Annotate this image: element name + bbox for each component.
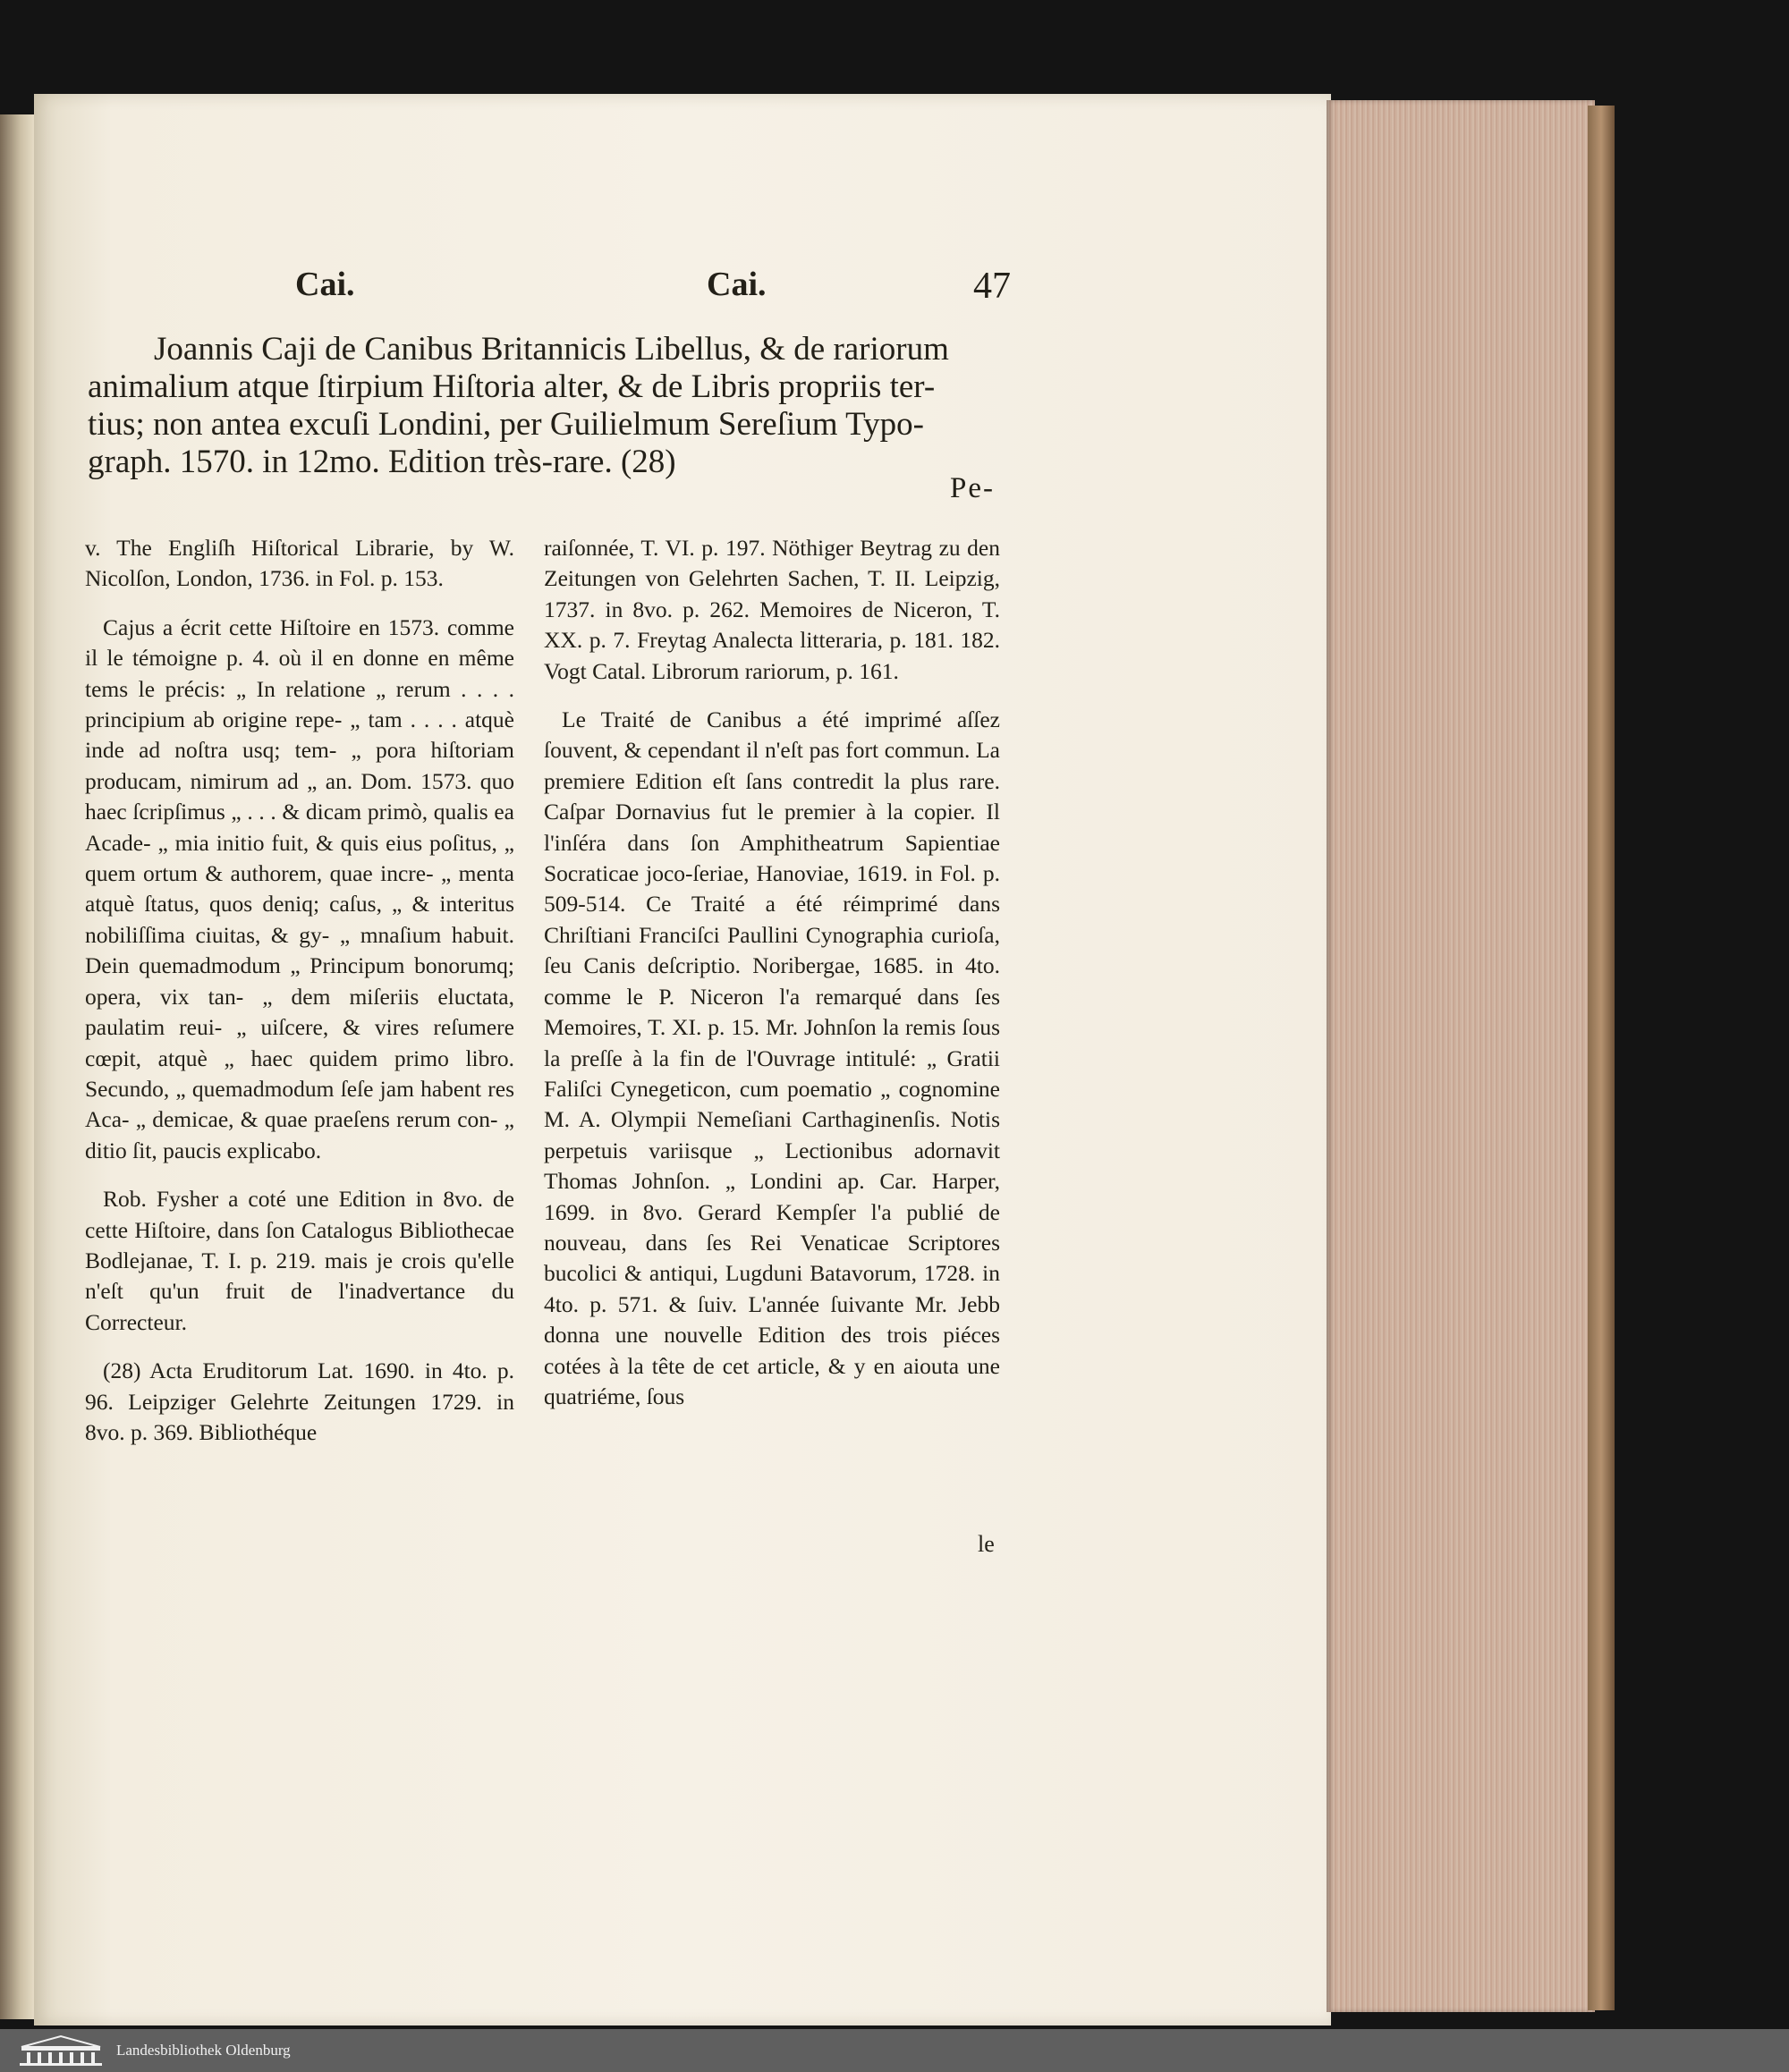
catchword-bottom: le	[978, 1531, 995, 1557]
book-cover-edge	[1588, 106, 1615, 2010]
left-column	[85, 533, 514, 1466]
library-footer-bar	[0, 2029, 1789, 2072]
footnote: (28) Acta Eruditorum Lat. 1690. in 4to. p. 96. Leipziger Gelehrte Zeitungen 1729. in 8vo. p. 369. Bibliothéque	[85, 1357, 514, 1445]
catchword-top: Pe-	[950, 472, 995, 504]
library-name: Landesbibliothek Oldenburg	[116, 2042, 291, 2059]
title-line: tius; non antea excuſi Londini, per Guilielmum Sereſium Typo-	[88, 406, 924, 443]
title-line: animalium atque ſtirpium Hiſtoria alter, & de Libris propriis ter-	[88, 368, 936, 405]
page-number: 47	[973, 266, 1011, 307]
title-line: Joannis Caji de Canibus Britannicis Libellus, & de rariorum	[154, 331, 949, 368]
right-column	[544, 533, 1000, 1430]
running-head-left: Cai.	[295, 266, 355, 303]
paragraph: v. The Engliſh Hiſtorical Librarie, by W. Nicolſon, London, 1736. in Fol. p. 153.	[85, 535, 514, 592]
paragraph: Cajus a écrit cette Hiſtoire en 1573. comme il le témoigne p. 4. où il en donne en même tems le précis: „ In relatione „ rerum . . . . principium ab origine repe- „ tam . . . . atquè inde ad noſtra usq; tem- „ pora hiſtoriam producam, nimirum ad „ an. Dom. 1573. quo haec ſcripſimus „ . . . & dicam primò, qualis ea Acade- „ mia initio fuit, & quis eius poſitus, „ quem ortum & authorem, quae incre- „ menta atquè ſtatus, quos deniq; caſus, „ & interitus nobiliſſima ciuitas, & gy- „ mnaſium habuit. Dein quemadmodum „ Principum bonorumq; opera, vix tan- „ dem miſeriis eluctata, paulatim reui- „ uiſcere, & vires reſumere cœpit, atquè „ haec quidem primo libro. Secundo, „ quemadmodum ſeſe jam habent res Aca- „ demicae, & quae praeſens rerum con- „ ditio ſit, paucis explicabo.	[85, 613, 514, 1163]
left-page-edge	[0, 114, 34, 2019]
running-head-center: Cai.	[707, 266, 767, 303]
title-line: graph. 1570. in 12mo. Edition très-rare. (28)	[88, 444, 676, 480]
entry-title	[88, 331, 1002, 481]
running-head	[89, 265, 1011, 318]
paragraph: raiſonnée, T. VI. p. 197. Nöthiger Beytrag zu den Zeitungen von Gelehrten Sachen, T. II. Leipzig, 1737. in 8vo. p. 262. Memoires de Niceron, T. XX. p. 7. Freytag Analecta litteraria, p. 181. 182. Vogt Catal. Librorum rariorum, p. 161.	[544, 535, 1000, 684]
paragraph: Le Traité de Canibus a été imprimé aſſez ſouvent, & cependant il n'eſt pas fort commun. La premiere Edition eſt ſans contredit la plus rare. Caſpar Dornavius fut le premier à la copier. Il l'inſéra dans ſon Amphitheatrum Sapientiae Socraticae joco-ſeriae, Hanoviae, 1619. in Fol. p. 509-514. Ce Traité a été réimprimé dans Chriſtiani Franciſci Paullini Cynographia curioſa, ſeu Canis deſcriptio. Noribergae, 1685. in 4to. comme le P. Niceron l'a remarqué dans ſes Memoires, T. XI. p. 15. Mr. Johnſon la remis ſous la preſſe à la fin de l'Ouvrage intitulé: „ Gratii Faliſci Cynegeticon, cum poematio „ cognomine M. A. Olympii Nemeſiani Carthaginenſis. Notis perpetuis variisque „ Lectionibus adornavit Thomas Johnſon. „ Londini ap. Car. Harper, 1699. in 8vo. Gerard Kempſer l'a publié de nouveau, dans ſes Rei Venaticae Scriptores bucolici & antiqui, Lugduni Batavorum, 1728. in 4to. p. 571. & ſuiv. L'année ſuivante Mr. Jebb donna une nouvelle Edition des trois piéces cotées à la tête de cet article, & y en aiouta une quatriéme, ſous	[544, 706, 1000, 1409]
page-fore-edge	[1327, 100, 1595, 2012]
library-building-icon	[16, 2034, 106, 2067]
paragraph: Rob. Fysher a coté une Edition in 8vo. de cette Hiſtoire, dans ſon Catalogus Bibliothecae Bodlejanae, T. I. p. 219. mais je crois qu'elle n'eſt qu'un fruit de l'inadvertance du Correcteur.	[85, 1186, 514, 1335]
